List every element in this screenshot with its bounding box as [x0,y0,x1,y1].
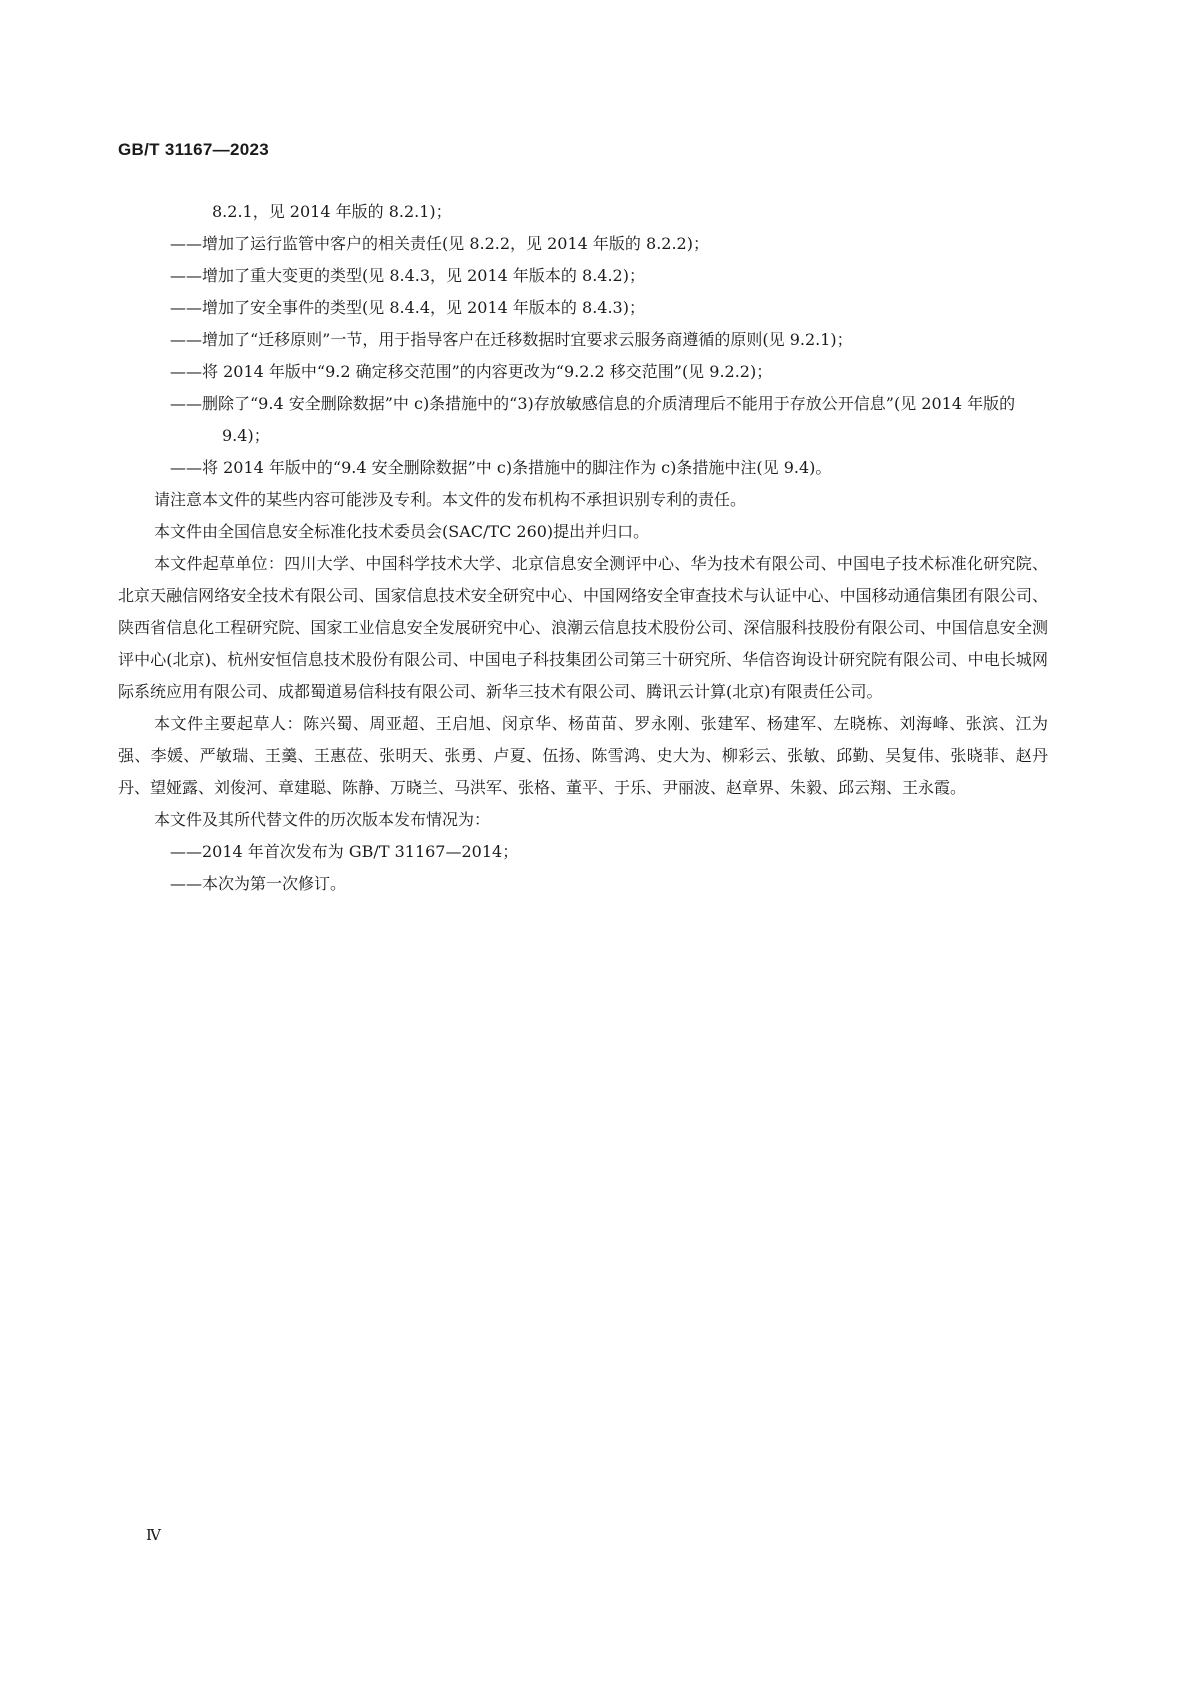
continued-line: 8.2.1，见 2014 年版的 8.2.1)； [212,202,452,221]
patent-notice: 请注意本文件的某些内容可能涉及专利。本文件的发布机构不承担识别专利的责任。 [154,490,747,509]
change-item: ——将 2014 年版中“9.2 确定移交范围”的内容更改为“9.2.2 移交范围”(见 9.2.2)； [170,362,773,381]
page-number: Ⅳ [146,1526,161,1544]
preface-content [118,196,1048,900]
proposer-statement: 本文件由全国信息安全标准化技术委员会(SAC/TC 260)提出并归口。 [154,522,650,541]
version-history-intro: 本文件及其所代替文件的历次版本发布情况为： [154,810,491,829]
change-item: ——增加了安全事件的类型(见 8.4.4，见 2014 年版本的 8.4.3)； [170,298,645,317]
version-history-item: ——2014 年首次发布为 GB/T 31167—2014； [170,842,519,861]
document-number: GB/T 31167—2023 [118,140,269,159]
version-history-item: ——本次为第一次修订。 [170,874,347,893]
change-item: ——增加了“迁移原则”一节，用于指导客户在迁移数据时宜要求云服务商遵循的原则(见 9.2.1)； [170,330,853,349]
drafting-units: 本文件起草单位：四川大学、中国科学技术大学、北京信息安全测评中心、华为技术有限公司、中国电子技术标准化研究院、北京天融信网络安全技术有限公司、国家信息技术安全研究中心、中国网络安全审查技术与认证中心、中国移动通信集团有限公司、陕西省信息化工程研究院、国家工业信息安全发展研究中心、浪潮云信息技术股份公司、深信服科技股份有限公司、中国信息安全测评中心(北京)、杭州安恒信息技术股份有限公司、中国电子科技集团公司第三十研究所、华信咨询设计研究院有限公司、中电长城网际系统应用有限公司、成都蜀道易信科技有限公司、新华三技术有限公司、腾讯云计算(北京)有限责任公司。 [118,554,1048,701]
change-item: ——将 2014 年版中的“9.4 安全删除数据”中 c)条措施中的脚注作为 c)条措施中注(见 9.4)。 [170,458,832,477]
drafters: 本文件主要起草人：陈兴蜀、周亚超、王启旭、闵京华、杨苗苗、罗永刚、张建军、杨建军、左晓栋、刘海峰、张滨、江为强、李媛、严敏瑞、王羹、王惠莅、张明天、张勇、卢夏、伍扬、陈雪鸿、史大为、柳彩云、张敏、邱勤、吴复伟、张晓菲、赵丹丹、望娅露、刘俊河、章建聪、陈静、万晓兰、马洪军、张格、董平、于乐、尹丽波、赵章界、朱毅、邱云翔、王永霞。 [118,714,1048,797]
change-item: ——删除了“9.4 安全删除数据”中 c)条措施中的“3)存放敏感信息的介质清理后不能用于存放公开信息”(见 2014 年版的 9.4)； [170,394,1016,445]
change-item: ——增加了重大变更的类型(见 8.4.3，见 2014 年版本的 8.4.2)； [170,266,645,285]
change-item: ——增加了运行监管中客户的相关责任(见 8.2.2，见 2014 年版的 8.2.2)； [170,234,709,253]
